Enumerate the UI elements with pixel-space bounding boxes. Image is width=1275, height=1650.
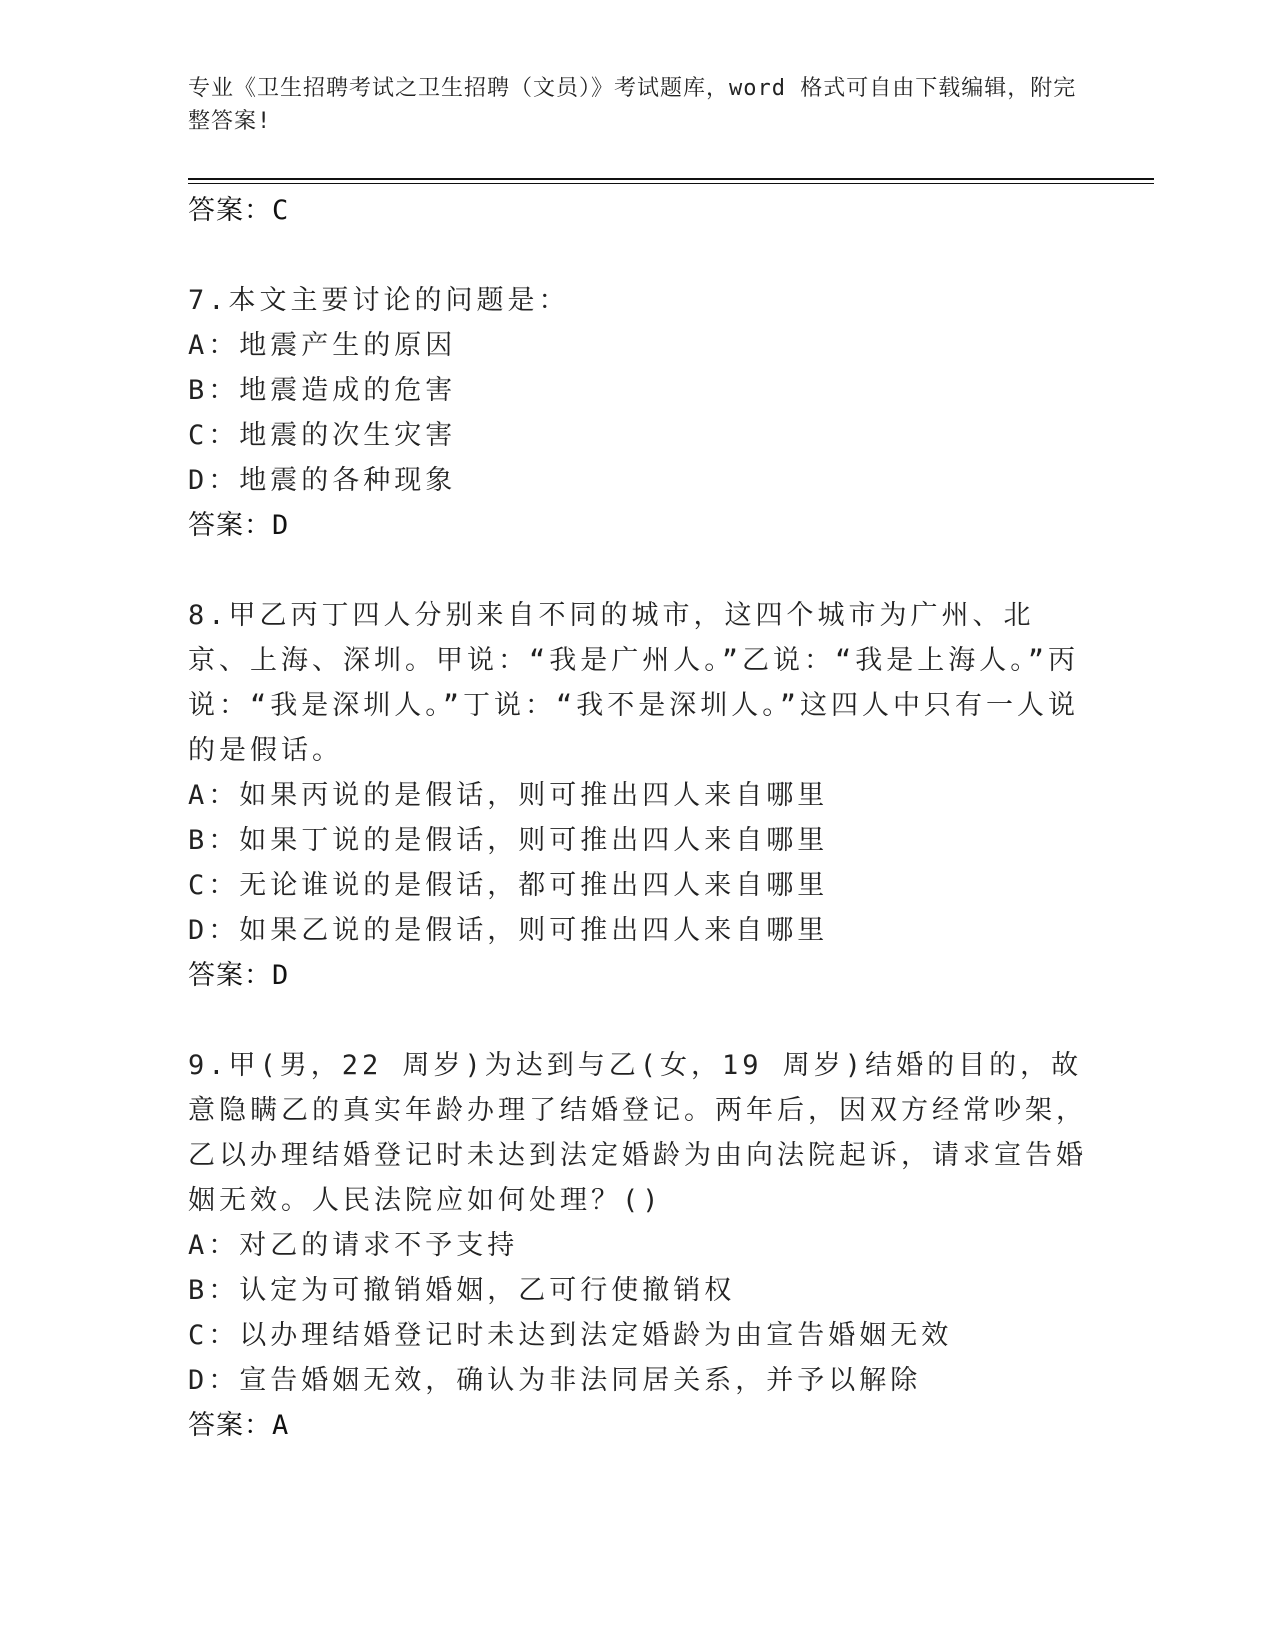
question-stem: 9.甲(男，22 周岁)为达到与乙(女，19 周岁)结婚的目的，故意隐瞒乙的真实年龄办理了结婚登记。两年后，因双方经常吵架，乙以办理结婚登记时未达到法定婚龄为由向法院起诉，请求宣告婚姻无效。人民法院应如何处理？() xyxy=(188,1050,1087,1216)
question-stem: 7.本文主要讨论的问题是： xyxy=(188,285,570,316)
option-a: A：地震产生的原因 xyxy=(188,330,457,361)
answer-label: 答案： xyxy=(188,960,272,991)
option-d: D：如果乙说的是假话，则可推出四人来自哪里 xyxy=(188,915,829,946)
option-c: C：以办理结婚登记时未达到法定婚龄为由宣告婚姻无效 xyxy=(188,1320,953,1351)
question-stem: 8.甲乙丙丁四人分别来自不同的城市，这四个城市为广州、北京、上海、深圳。甲说：“我是广州人。”乙说：“我是上海人。”丙说：“我是深圳人。”丁说：“我不是深圳人。”这四人中只有一人说的是假话。 xyxy=(188,600,1080,766)
answer-line xyxy=(188,953,1088,998)
answer-label: 答案： xyxy=(188,510,272,541)
option-b: B：如果丁说的是假话，则可推出四人来自哪里 xyxy=(188,825,829,856)
option-b: B：地震造成的危害 xyxy=(188,375,457,406)
option-a: A：如果丙说的是假话，则可推出四人来自哪里 xyxy=(188,780,829,811)
option-a: A：对乙的请求不予支持 xyxy=(188,1230,519,1261)
option-d: D：宣告婚姻无效，确认为非法同居关系，并予以解除 xyxy=(188,1365,922,1396)
option-c: C：无论谁说的是假话，都可推出四人来自哪里 xyxy=(188,870,829,901)
document-body xyxy=(188,188,1088,1448)
question-block xyxy=(188,278,1088,548)
answer-value: D xyxy=(272,960,290,991)
option-b: B：认定为可撤销婚姻，乙可行使撤销权 xyxy=(188,1275,736,1306)
document-header: 专业《卫生招聘考试之卫生招聘（文员）》考试题库，word 格式可自由下载编辑，附完整答案! xyxy=(188,76,1077,134)
option-c: C：地震的次生灾害 xyxy=(188,420,457,451)
answer-value: D xyxy=(272,510,290,541)
answer-value: A xyxy=(272,1410,290,1441)
answer-label: 答案： xyxy=(188,1410,272,1441)
answer-label: 答案： xyxy=(188,195,272,226)
answer-line xyxy=(188,1403,1088,1448)
answer-line xyxy=(188,188,1088,233)
question-block xyxy=(188,1043,1088,1448)
answer-line xyxy=(188,503,1088,548)
answer-value: C xyxy=(272,195,290,226)
option-d: D：地震的各种现象 xyxy=(188,465,457,496)
question-block xyxy=(188,593,1088,998)
header-divider-thick xyxy=(188,178,1154,180)
header-divider-thin xyxy=(188,183,1154,184)
